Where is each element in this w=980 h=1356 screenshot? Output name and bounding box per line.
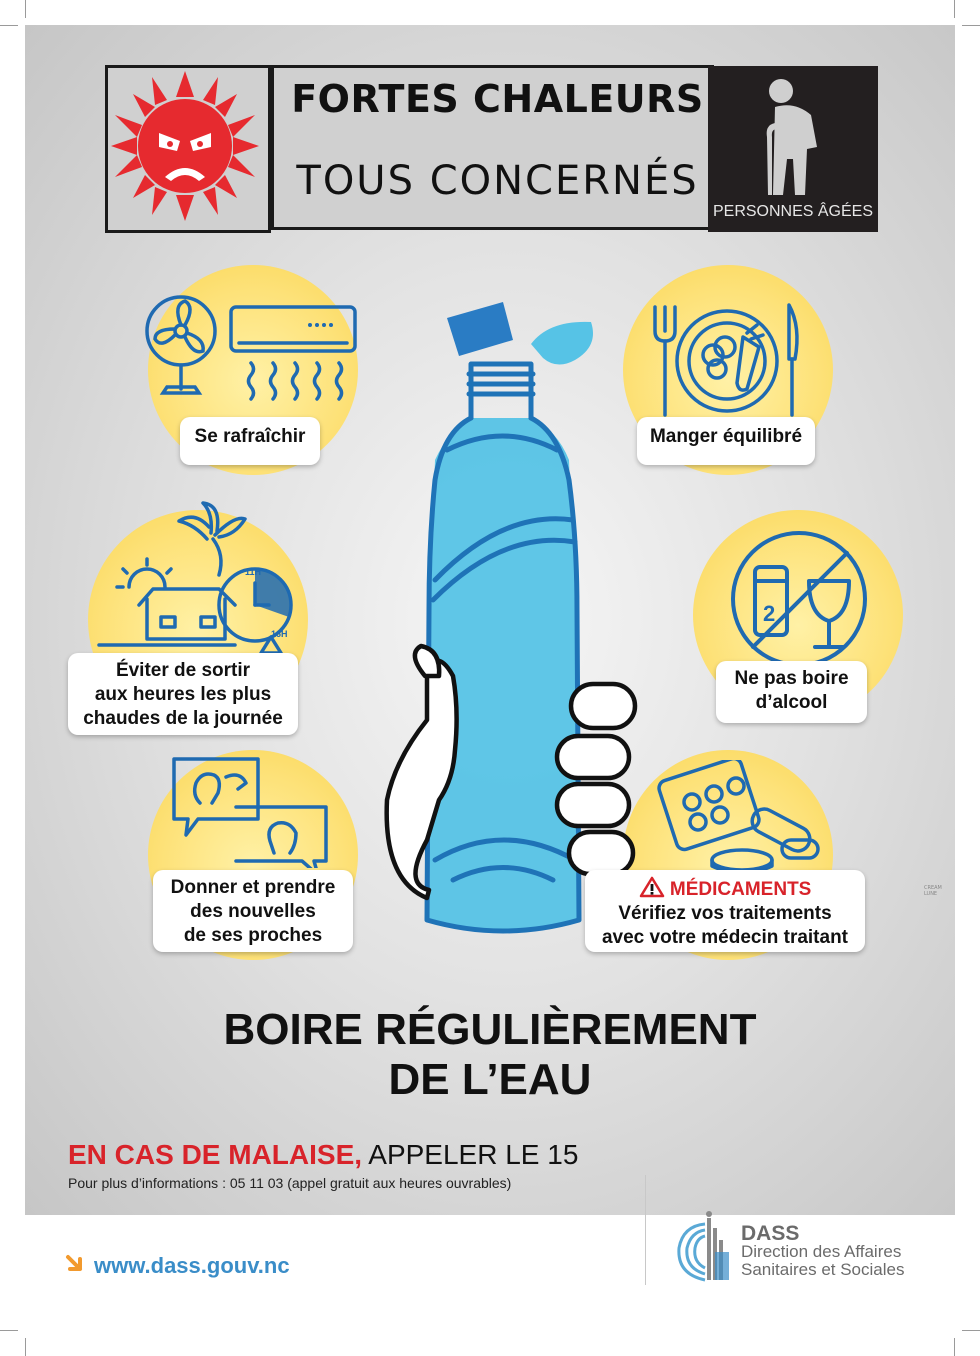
no-alcohol-icon	[725, 525, 875, 675]
info-line: Pour plus d’informations : 05 11 03 (appel gratuit aux heures ouvrables)	[68, 1175, 512, 1191]
emergency-rest-text: APPELER LE 15	[368, 1139, 579, 1170]
tip-avoid-label	[68, 653, 298, 735]
main-message-line2: DE L’EAU	[388, 1055, 592, 1104]
audience-label: PERSONNES ÂGÉES	[712, 203, 874, 220]
crop-mark	[0, 25, 18, 26]
tip-alcohol-label	[716, 661, 867, 723]
crop-mark	[954, 0, 955, 18]
tip-meds-line2: avec votre médecin traitant	[601, 927, 849, 948]
emergency-red-text: EN CAS DE MALAISE,	[68, 1139, 363, 1170]
main-message	[155, 1005, 825, 1105]
tip-avoid-line2: aux heures les plus	[94, 684, 272, 705]
fan-air-conditioner-icon	[143, 293, 363, 413]
main-message-line1: BOIRE RÉGULIÈREMENT	[223, 1005, 757, 1054]
tip-alcohol-line1: Ne pas boire	[734, 668, 849, 689]
tip-avoid-line3: chaudes de la journée	[83, 708, 283, 729]
tip-news-label	[153, 870, 353, 952]
tip-cool-text: Se rafraîchir	[194, 426, 306, 447]
clock-16-label: 16H	[271, 629, 288, 639]
medication-pills-icon	[650, 760, 820, 870]
clock-11-label: 11H	[245, 567, 262, 577]
title-fortes-chaleurs: FORTES CHALEURS	[291, 77, 704, 121]
tip-news-line2: des nouvelles	[190, 901, 316, 922]
tip-avoid-line1: Éviter de sortir	[115, 660, 251, 681]
plate-cutlery-icon	[647, 297, 807, 422]
tip-cool-label	[180, 417, 320, 465]
emergency-line	[68, 1139, 578, 1171]
poster	[25, 25, 955, 1215]
tip-alcohol-line2: d’alcool	[755, 692, 828, 713]
tip-meds-label	[585, 870, 865, 952]
tip-news-line3: de ses proches	[183, 925, 323, 946]
water-bottle-hand-illustration	[343, 280, 643, 960]
credit-text: CREAM LUNE	[924, 885, 942, 897]
crop-mark	[0, 1330, 18, 1331]
dass-subtitle	[741, 1243, 941, 1279]
crop-mark	[25, 0, 26, 18]
can-number: 2	[763, 601, 776, 626]
tip-eat-label	[637, 417, 815, 465]
tip-meds-title: MÉDICAMENTS	[669, 879, 812, 900]
dass-subtitle-line1: Direction des Affaires	[741, 1242, 902, 1261]
website-link[interactable]: www.dass.gouv.nc	[94, 1253, 290, 1278]
footer-divider	[645, 1175, 646, 1285]
dass-name: DASS	[741, 1222, 800, 1245]
elderly-person-icon	[765, 77, 825, 195]
dass-logo-icon	[675, 1208, 737, 1286]
angry-sun-icon	[107, 67, 263, 225]
crop-mark	[962, 1330, 980, 1331]
tip-news-line1: Donner et prendre	[170, 877, 336, 898]
warning-icon	[639, 876, 665, 898]
arrow-icon	[64, 1253, 88, 1277]
dass-subtitle-line2: Sanitaires et Sociales	[741, 1260, 905, 1279]
speech-bubbles-icon	[170, 753, 340, 868]
sun-house-clock-icon	[95, 475, 305, 670]
crop-mark	[954, 1338, 955, 1356]
title-tous-concernes: TOUS CONCERNÉS	[296, 158, 699, 204]
tip-meds-line1: Vérifiez vos traitements	[618, 903, 832, 924]
crop-mark	[25, 1338, 26, 1356]
crop-mark	[962, 25, 980, 26]
tip-eat-text: Manger équilibré	[649, 426, 803, 447]
